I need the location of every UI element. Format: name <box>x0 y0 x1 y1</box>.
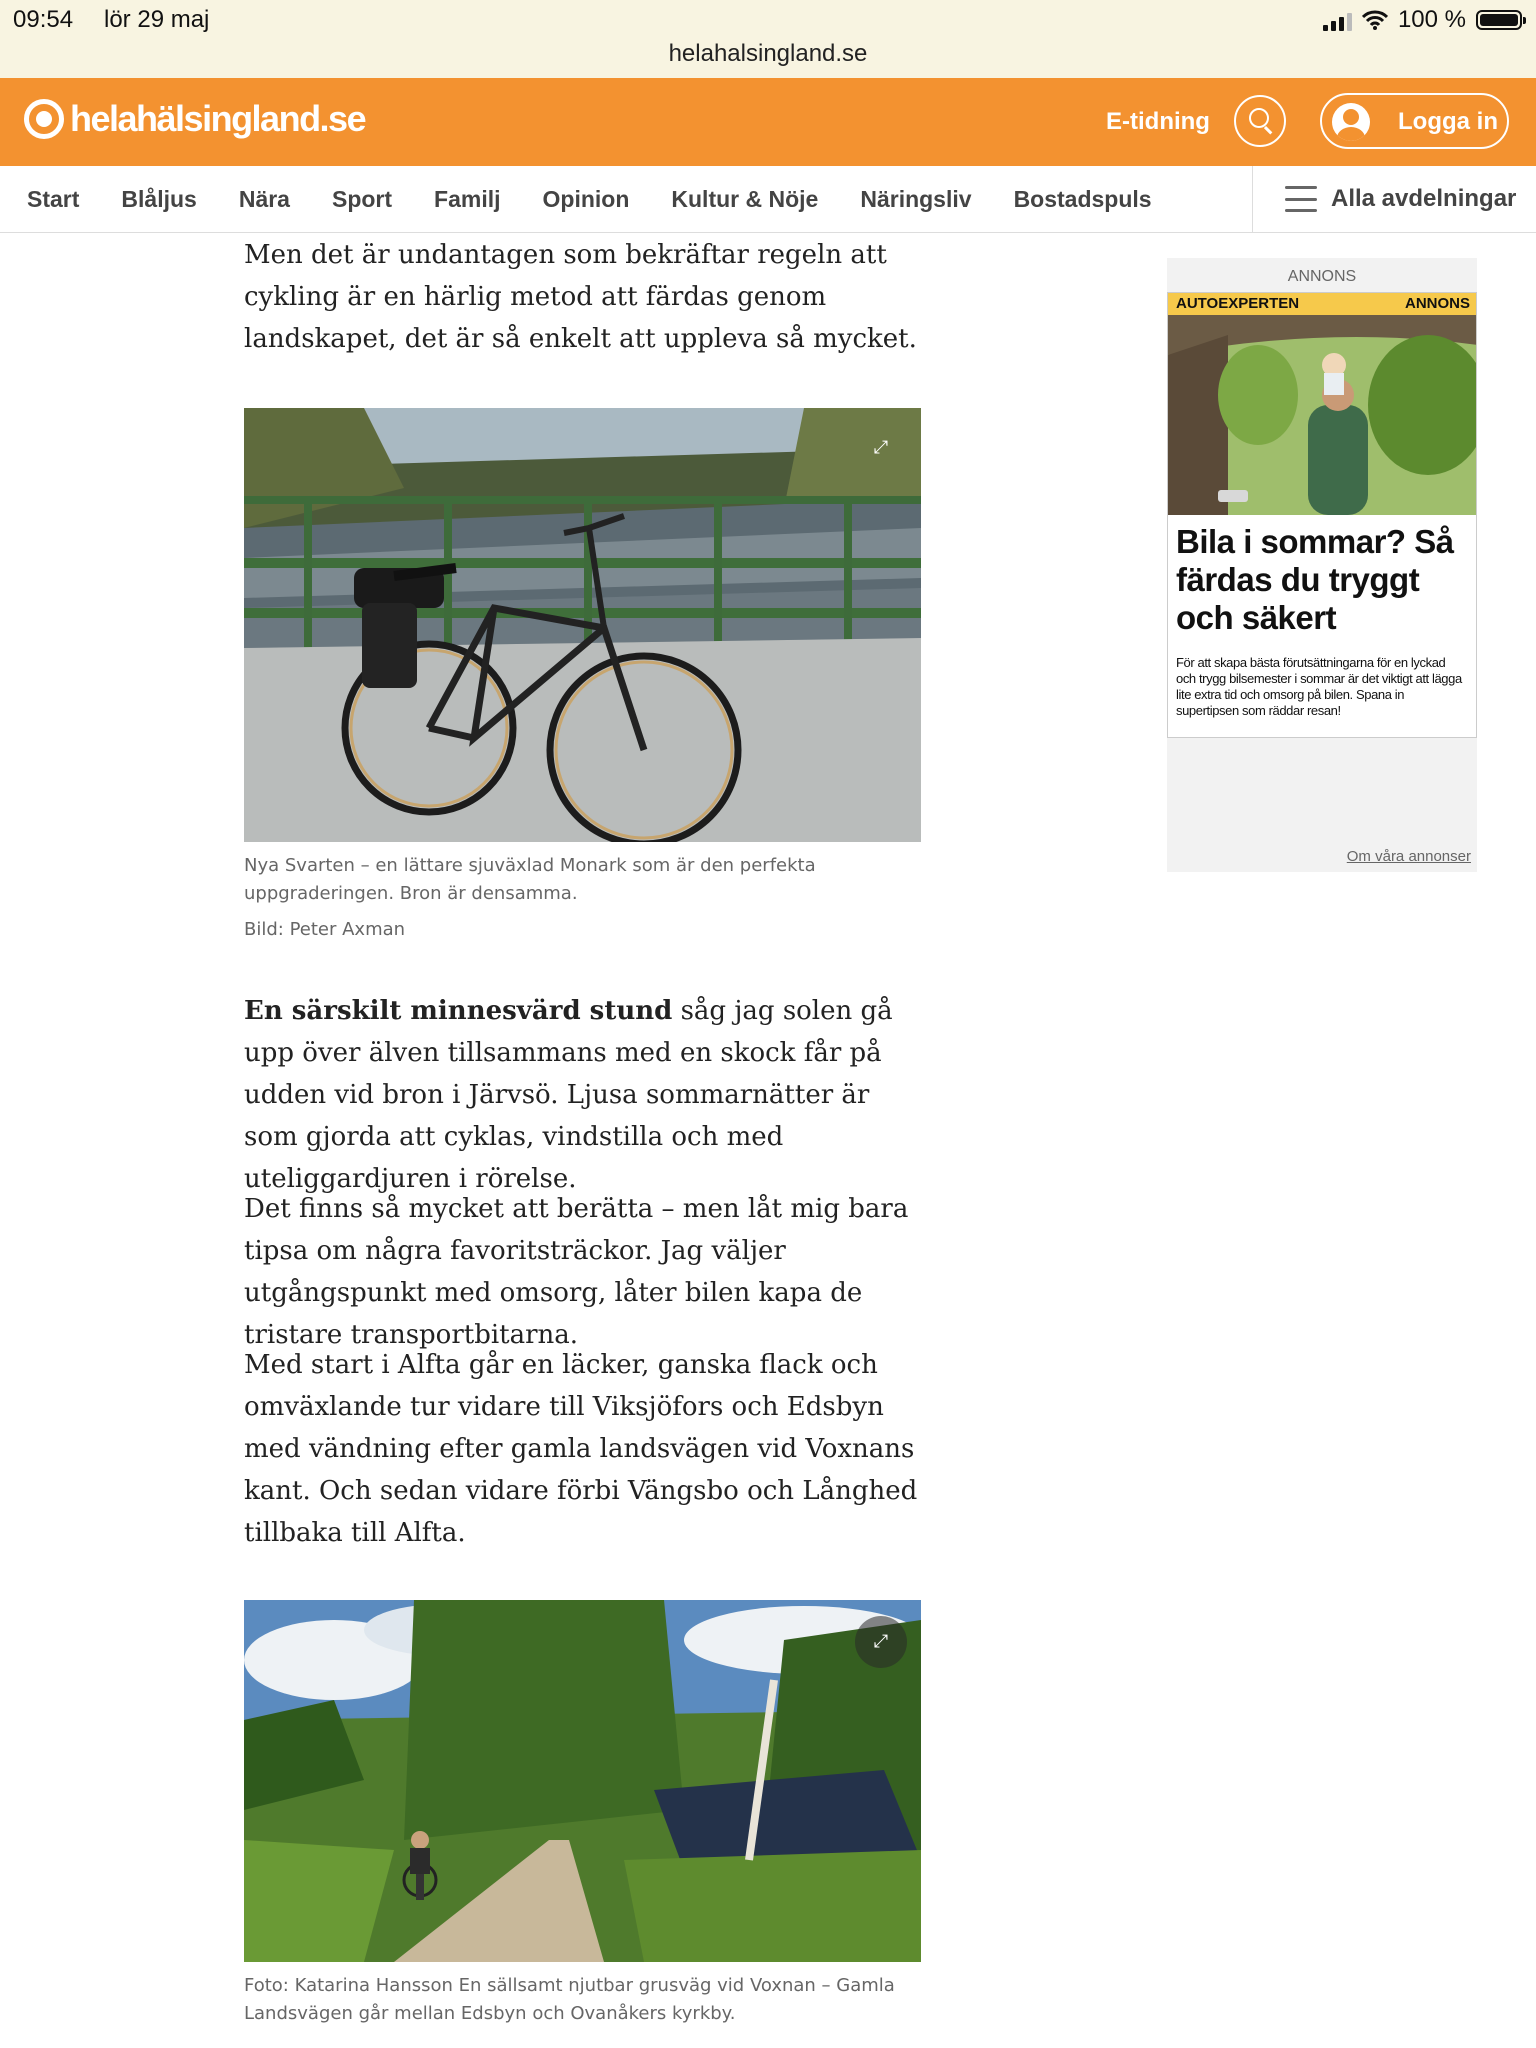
nav-item-kultur-nöje[interactable]: Kultur & Nöje <box>671 185 819 212</box>
nav-item-näringsliv[interactable]: Näringsliv <box>860 185 972 212</box>
all-sections-label: Alla avdelningar <box>1331 185 1517 212</box>
nav-item-nära[interactable]: Nära <box>238 185 290 212</box>
gravel-road-photo <box>244 1600 921 1962</box>
expand-image-icon[interactable] <box>855 1616 907 1668</box>
nav-item-familj[interactable]: Familj <box>434 185 501 212</box>
image-caption: Nya Svarten – en lättare sjuväxlad Monark som är den perfekta uppgraderingen. Bron är densamma. <box>244 855 816 904</box>
nav-item-start[interactable]: Start <box>27 185 80 212</box>
signal-icon <box>1323 9 1352 31</box>
status-bar <box>0 0 1536 78</box>
ad-strip <box>1168 293 1477 315</box>
login-label: Logga in <box>1398 108 1498 135</box>
nav-item-sport[interactable]: Sport <box>331 185 393 212</box>
image-caption: Foto: Katarina Hansson En sällsamt njutbar grusväg vid Voxnan – Gamla Landsvägen går mellan Edsbyn och Ovanåkers kyrkby. <box>244 1975 895 2024</box>
status-date: lör 29 maj <box>104 6 210 33</box>
article-image-gravel-road[interactable] <box>244 1600 921 1962</box>
section-nav <box>0 166 1536 233</box>
user-icon <box>1332 103 1370 141</box>
ad-brand: AUTOEXPERTEN <box>1176 295 1300 312</box>
ad-card[interactable] <box>1167 292 1477 738</box>
nav-item-opinion[interactable]: Opinion <box>542 185 630 212</box>
menu-icon <box>1285 186 1317 212</box>
ad-headline: Bila i sommar? Så färdas du tryggt och säkert <box>1176 523 1454 636</box>
status-time: 09:54 <box>13 6 74 33</box>
ad-label: ANNONS <box>1287 268 1357 285</box>
article-paragraph: Men det är undantagen som bekräftar regeln att cykling är en härlig metod att färdas genom landskapet, det är så enkelt att uppleva så mycket. <box>244 240 917 354</box>
article-paragraph: Med start i Alfta går en läcker, ganska flack och omväxlande tur vidare till Viksjöfors och Edsbyn med vändning efter gamla landsvägen vid Voxnans kant. Och sedan vidare förbi Vängsbo och Långhed tillbaka till Alfta. <box>244 1350 918 1548</box>
paragraph-lead: En särskilt minnesvärd stund <box>244 996 673 1026</box>
ad-info-link[interactable]: Om våra annonser <box>1346 848 1471 865</box>
site-header <box>0 78 1536 166</box>
wifi-icon <box>1362 10 1388 30</box>
article-image-bicycle[interactable] <box>244 408 921 842</box>
site-logo[interactable] <box>24 98 365 140</box>
address-bar-url[interactable]: helahalsingland.se <box>668 40 868 67</box>
nav-item-bostadspuls[interactable]: Bostadspuls <box>1013 185 1152 212</box>
article-paragraph: Det finns så mycket att berätta – men låt mig bara tipsa om några favoritsträckor. Jag väljer utgångspunkt med omsorg, låter bilen kapa de tristare transportbitarna. <box>244 1194 909 1350</box>
battery-icon <box>1476 10 1522 30</box>
paragraph-text: såg jag solen gå upp över älven tillsammans med en skock får på udden vid bron i Järvsö. Ljusa sommarnätter är som gjorda att cyklas, vindstilla och med uteliggardjuren i rörelse. <box>244 996 893 1194</box>
article-paragraph <box>244 990 924 1200</box>
logo-icon <box>24 99 64 139</box>
logo-text: helahälsingland.se <box>70 98 366 139</box>
ad-tag: ANNONS <box>1404 295 1470 312</box>
advertisement <box>1167 258 1477 872</box>
ad-image <box>1168 315 1477 515</box>
nav-items <box>27 166 1194 232</box>
login-button[interactable] <box>1320 93 1509 149</box>
image-credit: Bild: Peter Axman <box>244 919 406 940</box>
search-button[interactable] <box>1234 95 1286 147</box>
e-tidning-link[interactable]: E-tidning <box>1106 108 1210 135</box>
bicycle-photo <box>244 408 921 842</box>
battery-percent: 100 % <box>1397 6 1466 33</box>
ad-body: För att skapa bästa förutsättningarna för en lyckad och trygg bilsemester i sommar är det viktigt att lägga lite extra tid och omsorg på bilen. Spana in supertipsen som räddar resan! <box>1176 655 1462 718</box>
status-indicators <box>1323 6 1522 34</box>
expand-image-icon[interactable] <box>855 422 907 474</box>
nav-item-blåljus[interactable]: Blåljus <box>121 185 197 212</box>
all-sections-button[interactable] <box>1252 166 1536 232</box>
